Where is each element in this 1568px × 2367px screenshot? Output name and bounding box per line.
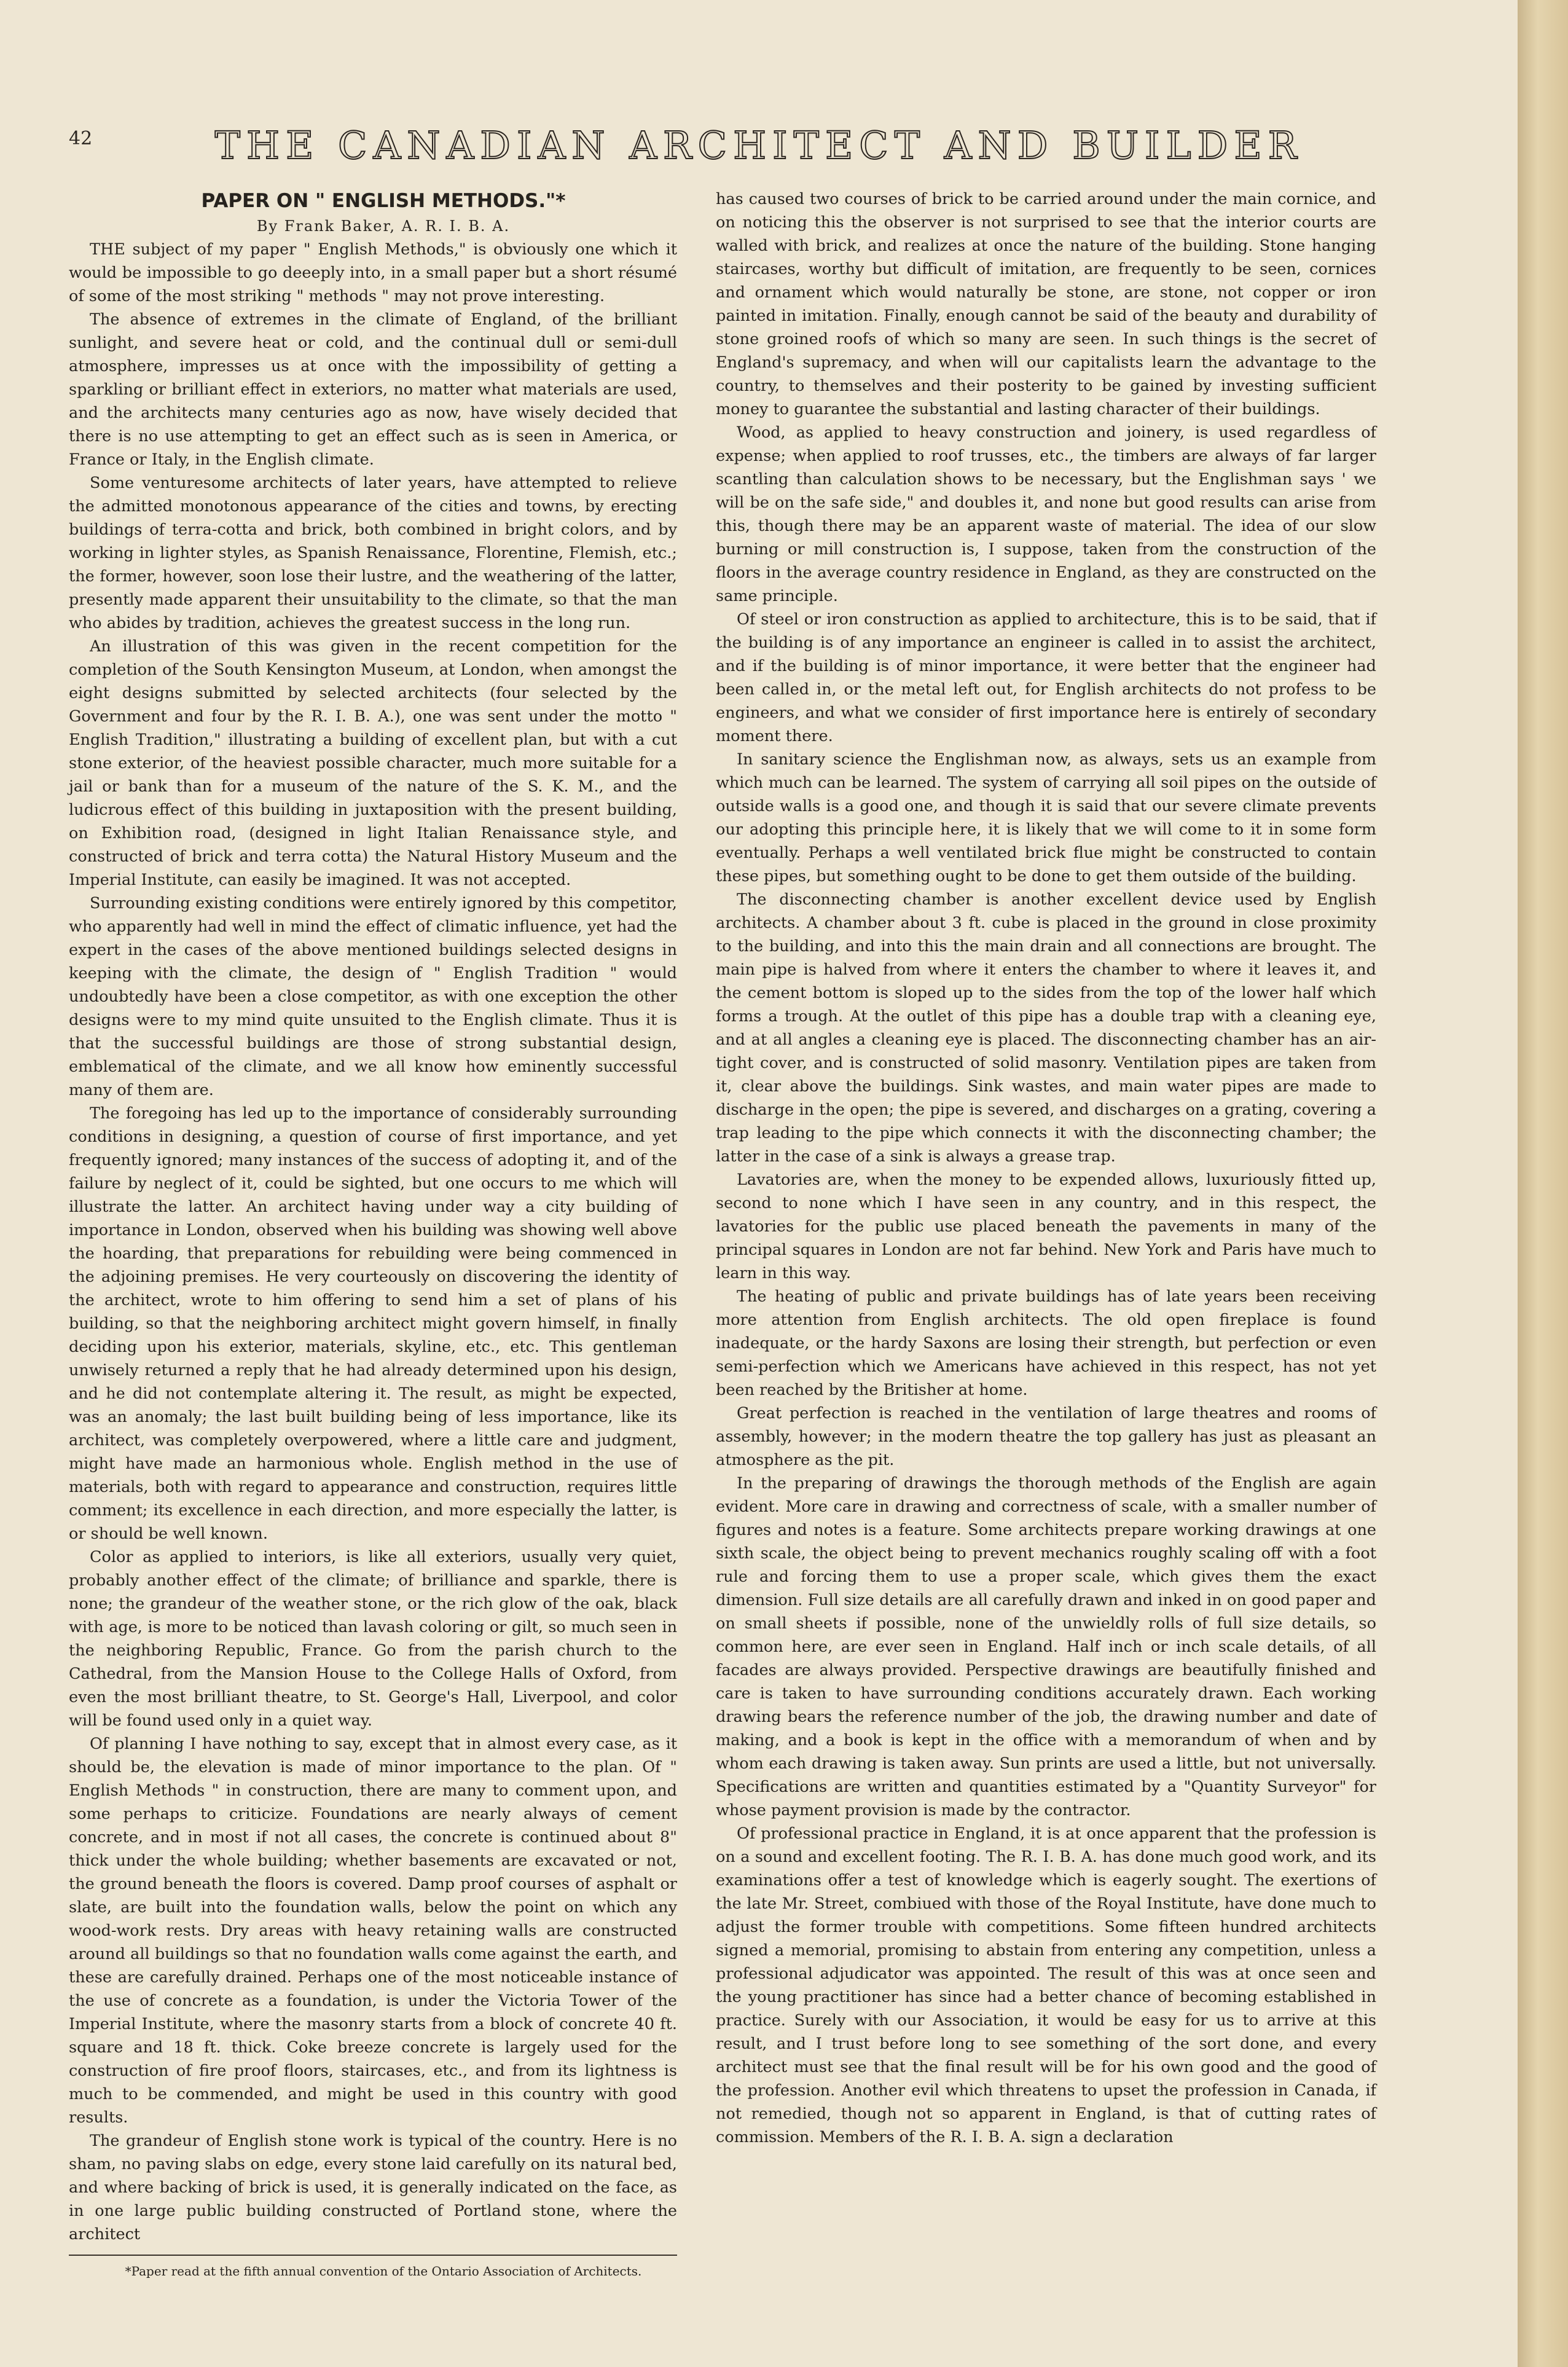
paragraph: An illustration of this was given in the recent competition for the completion of the South Kensington Museum, at London, when amongst the eight designs submitted by selected architects (four selected by the Government and four by the R. I. B. A.), one was sent under the motto " English Tradition," illustrating a building of excellent plan, but with a cut stone exterior, of the heaviest possible character, much more suitable for a jail or bank than for a museum of the nature of the S. K. M., and the ludicrous effect of this building in juxtaposition with the present building, on Exhibition road, (designed in light Italian Renaissance style, and constructed of brick and terra cotta) the Natural History Museum and the Imperial Institute, can easily be imagined. It was not accepted. xyxy=(69,637,677,889)
paragraph: In the preparing of drawings the thorough methods of the English are again evident. More care in drawing and correctness of scale, with a smaller number of figures and notes is a feature. Some architects prepare working drawings at one sixth scale, the object being to prevent mechanics roughly scaling off with a foot rule and forcing them to use a proper scale, which gives them the exact dimension. Full size details are all carefully drawn and inked in on good paper and on small sheets if possible, none of the unwieldly rolls of full size details, so common here, are ever seen in England. Half inch or inch scale details, of all facades are always provided. Perspective drawings are beautifully finished and care is taken to have surrounding conditions accurately drawn. Each working drawing bears the reference number of the job, the drawing number and date of making, and a book is kept in the office with a memorandum of when and by whom each drawing is taken away. Sun prints are used a little, but not universally. Specifications are written and quantities estimated by a "Quantity Surveyor" for whose payment provision is made by the contractor. xyxy=(716,1474,1376,1819)
paragraph: The disconnecting chamber is another excellent device used by English architects. A chamber about 3 ft. cube is placed in the ground in close proximity to the building, and into this the main drain and all connections are brought. The main pipe is halved from where it enters the chamber to where it leaves it, and the cement bottom is sloped up to the sides from the top of the lower half which forms a trough. At the outlet of this pipe has a double trap with a cleaning eye, and at all angles a cleaning eye is placed. The disconnecting chamber has an air-tight cover, and is constructed of solid masonry. Ventilation pipes are taken from it, clear above the buildings. Sink wastes, and main water pipes are made to discharge in the open; the pipe is severed, and discharges on a grating, covering a trap leading to the pipe which connects it with the disconnecting chamber; the latter in the case of a sink is always a grease trap. xyxy=(716,890,1376,1166)
article-title: PAPER ON " ENGLISH METHODS."* xyxy=(201,190,566,212)
binding-edge xyxy=(1518,0,1568,2367)
paragraph: Great perfection is reached in the ventilation of large theatres and rooms of assembly, however; in the modern theatre the top gallery has just as pleasant an atmosphere as the pit. xyxy=(716,1404,1376,1469)
paragraph: The absence of extremes in the climate of England, of the brilliant sunlight, and severe heat or cold, and the continual dull or semi-dull atmosphere, impresses us at once with the impossibility of getting a sparkling or brilliant effect in exteriors, no matter what materials are used, and the architects many centuries ago as now, have wisely decided that there is no use attempting to get an effect such as is seen in America, or France or Italy, in the English climate. xyxy=(69,310,677,469)
paragraph: In sanitary science the Englishman now, as always, sets us an example from which much can be learned. The system of carrying all soil pipes on the outside of outside walls is a good one, and though it is said that our severe climate prevents our adopting this principle here, it is likely that we will come to it in some form eventually. Perhaps a well ventilated brick flue might be constructed to contain these pipes, but something ought to be done to get them outside of the building. xyxy=(716,750,1376,885)
paragraph: Wood, as applied to heavy construction and joinery, is used regardless of expense; when applied to roof trusses, etc., the timbers are always of far larger scantling than calculation shows to be necessary, but the Englishman says ' we will be on the safe side," and doubles it, and none but good results can arise from this, though there may be an apparent waste of material. The idea of our slow burning or mill construction is, I suppose, taken from the construction of the floors in the average country residence in England, as they are constructed on the same principle. xyxy=(716,423,1376,605)
paragraph: Lavatories are, when the money to be expended allows, luxuriously fitted up, second to none which I have seen in any country, and in this respect, the lavatories for the public use placed beneath the pavements in many of the principal squares in London are not far behind. New York and Paris have much to learn in this way. xyxy=(716,1171,1376,1282)
paragraph: THE subject of my paper " English Methods," is obviously one which it would be impossible to go deeeply into, in a small paper but a short résumé of some of the most striking " methods " may not prove interesting. xyxy=(69,240,677,305)
paragraph: The grandeur of English stone work is typical of the country. Here is no sham, no paving slabs on edge, every stone laid carefully on its natural bed, and where backing of brick is used, it is generally indicated on the face, as in one large public building constructed of Portland stone, where the architect xyxy=(69,2132,677,2243)
paragraph: Of planning I have nothing to say, except that in almost every case, as it should be, the elevation is made of minor importance to the plan. Of " English Methods " in construction, there are many to comment upon, and some perhaps to criticize. Foundations are nearly always of cement concrete, and in most if not all cases, the concrete is continued about 8" thick under the whole building; whether basements are excavated or not, the ground beneath the floors is covered. Damp proof courses of asphalt or slate, are built into the foundation walls, below the point on which any wood-work rests. Dry areas with heavy retaining walls are constructed around all buildings so that no foundation walls come against the earth, and these are carefully drained. Perhaps one of the most noticeable instance of the use of concrete as a foundation, is under the Victoria Tower of the Imperial Institute, where the masonry starts from a block of concrete 40 ft. square and 18 ft. thick. Coke breeze concrete is largely used for the construction of fire proof floors, staircases, etc., and from its lightness is much to be commended, and might be used in this country with good results. xyxy=(69,1735,677,2127)
footnote: *Paper read at the fifth annual convention of the Ontario Association of Architects. xyxy=(125,2264,642,2279)
paragraph: has caused two courses of brick to be carried around under the main cornice, and on noticing this the observer is not surprised to see that the interior courts are walled with brick, and realizes at once the nature of the building. Stone hanging staircases, worthy but difficult of imitation, are frequently to be seen, cornices and ornament which would naturally be stone, are stone, not copper or iron painted in imitation. Finally, enough cannot be said of the beauty and durability of stone groined roofs of which so many are seen. In such things is the secret of England's supremacy, and when will our capitalists learn the advantage to the country, to themselves and their posterity to be gained by investing sufficient money to guarantee the substantial and lasting character of their buildings. xyxy=(716,190,1376,418)
paragraph: The foregoing has led up to the importance of considerably surrounding conditions in designing, a question of course of first importance, and yet frequently ignored; many instances of the success of adopting it, and of the failure by neglect of it, could be sighted, but one occurs to me which will illustrate the latter. An architect having under way a city building of importance in London, observed when his building was showing well above the hoarding, that preparations for rebuilding were being commenced in the adjoining premises. He very courteously on discovering the identity of the architect, wrote to him offering to send him a set of plans of his building, so that the neighboring architect might govern himself, in finally deciding upon his exterior, materials, skyline, etc., etc. This gentleman unwisely returned a reply that he had already determined upon his design, and he did not contemplate altering it. The result, as might be expected, was an anomaly; the last built building being of less importance, like its architect, was completely overpowered, where a little care and judgment, might have made an harmonious whole. English method in the use of materials, both with regard to appearance and construction, requires little comment; its excellence in each direction, and more especially the latter, is or should be well known. xyxy=(69,1104,677,1543)
left-column xyxy=(69,187,677,2280)
masthead: THE CANADIAN ARCHITECT AND BUILDER xyxy=(214,123,1303,168)
footnote-divider xyxy=(69,2255,677,2256)
article-byline: By Frank Baker, A. R. I. B. A. xyxy=(256,218,511,235)
page-number: 42 xyxy=(69,128,93,149)
paragraph: Some venturesome architects of later years, have attempted to relieve the admitted monotonous appearance of the cities and towns, by erecting buildings of terra-cotta and brick, both combined in bright colors, and by working in lighter styles, as Spanish Renaissance, Florentine, Flemish, etc.; the former, however, soon lose their lustre, and the weathering of the latter, presently made apparent their unsuitability to the climate, so that the man who abides by tradition, achieves the greatest success in the long run. xyxy=(69,474,677,632)
paragraph: Of professional practice in England, it is at once apparent that the profession is on a sound and excellent footing. The R. I. B. A. has done much good work, and its examinations offer a test of knowledge which is eagerly sought. The exertions of the late Mr. Street, combiued with those of the Royal Institute, have done much to adjust the former trouble with competitions. Some fifteen hundred architects signed a memorial, promising to abstain from entering any competition, unless a professional adjudicator was appointed. The result of this was at once seen and the young practitioner has since had a better chance of becoming established in practice. Surely with our Association, it would be easy for us to arrive at this result, and I trust before long to see something of the sort done, and every architect must see that the final result will be for his own good and the good of the profession. Another evil which threatens to upset the profession in Canada, if not remedied, though not so apparent in England, is that of cutting rates of commission. Members of the R. I. B. A. sign a declaration xyxy=(716,1824,1376,2146)
right-column xyxy=(716,187,1376,2149)
paragraph: Of steel or iron construction as applied to architecture, this is to be said, that if the building is of any importance an engineer is called in to assist the architect, and if the building is of minor importance, it were better that the engineer had been called in, or the metal left out, for English architects do not profess to be engineers, and what we consider of first importance here is entirely of secondary moment there. xyxy=(716,610,1376,745)
paragraph: Surrounding existing conditions were entirely ignored by this competitor, who apparently had well in mind the effect of climatic influence, yet had the expert in the cases of the above mentioned buildings selected designs in keeping with the climate, the design of " English Tradition " would undoubtedly have been a close competitor, as with one exception the other designs were to my mind quite unsuited to the English climate. Thus it is that the successful buildings are those of strong substantial design, emblematical of the climate, and we all know how eminently successful many of them are. xyxy=(69,894,677,1099)
paragraph: Color as applied to interiors, is like all exteriors, usually very quiet, probably another effect of the climate; of brilliance and sparkle, there is none; the grandeur of the weather stone, or the rich glow of the oak, black with age, is more to be noticed than lavash coloring or gilt, so much seen in the neighboring Republic, France. Go from the parish church to the Cathedral, from the Mansion House to the College Halls of Oxford, from even the most brilliant theatre, to St. George's Hall, Liverpool, and color will be found used only in a quiet way. xyxy=(69,1548,677,1730)
paragraph: The heating of public and private buildings has of late years been receiving more attention from English architects. The old open fireplace is found inadequate, or the hardy Saxons are losing their strength, but perfection or even semi-perfection which we Americans have achieved in this respect, has not yet been reached by the Britisher at home. xyxy=(716,1287,1376,1399)
